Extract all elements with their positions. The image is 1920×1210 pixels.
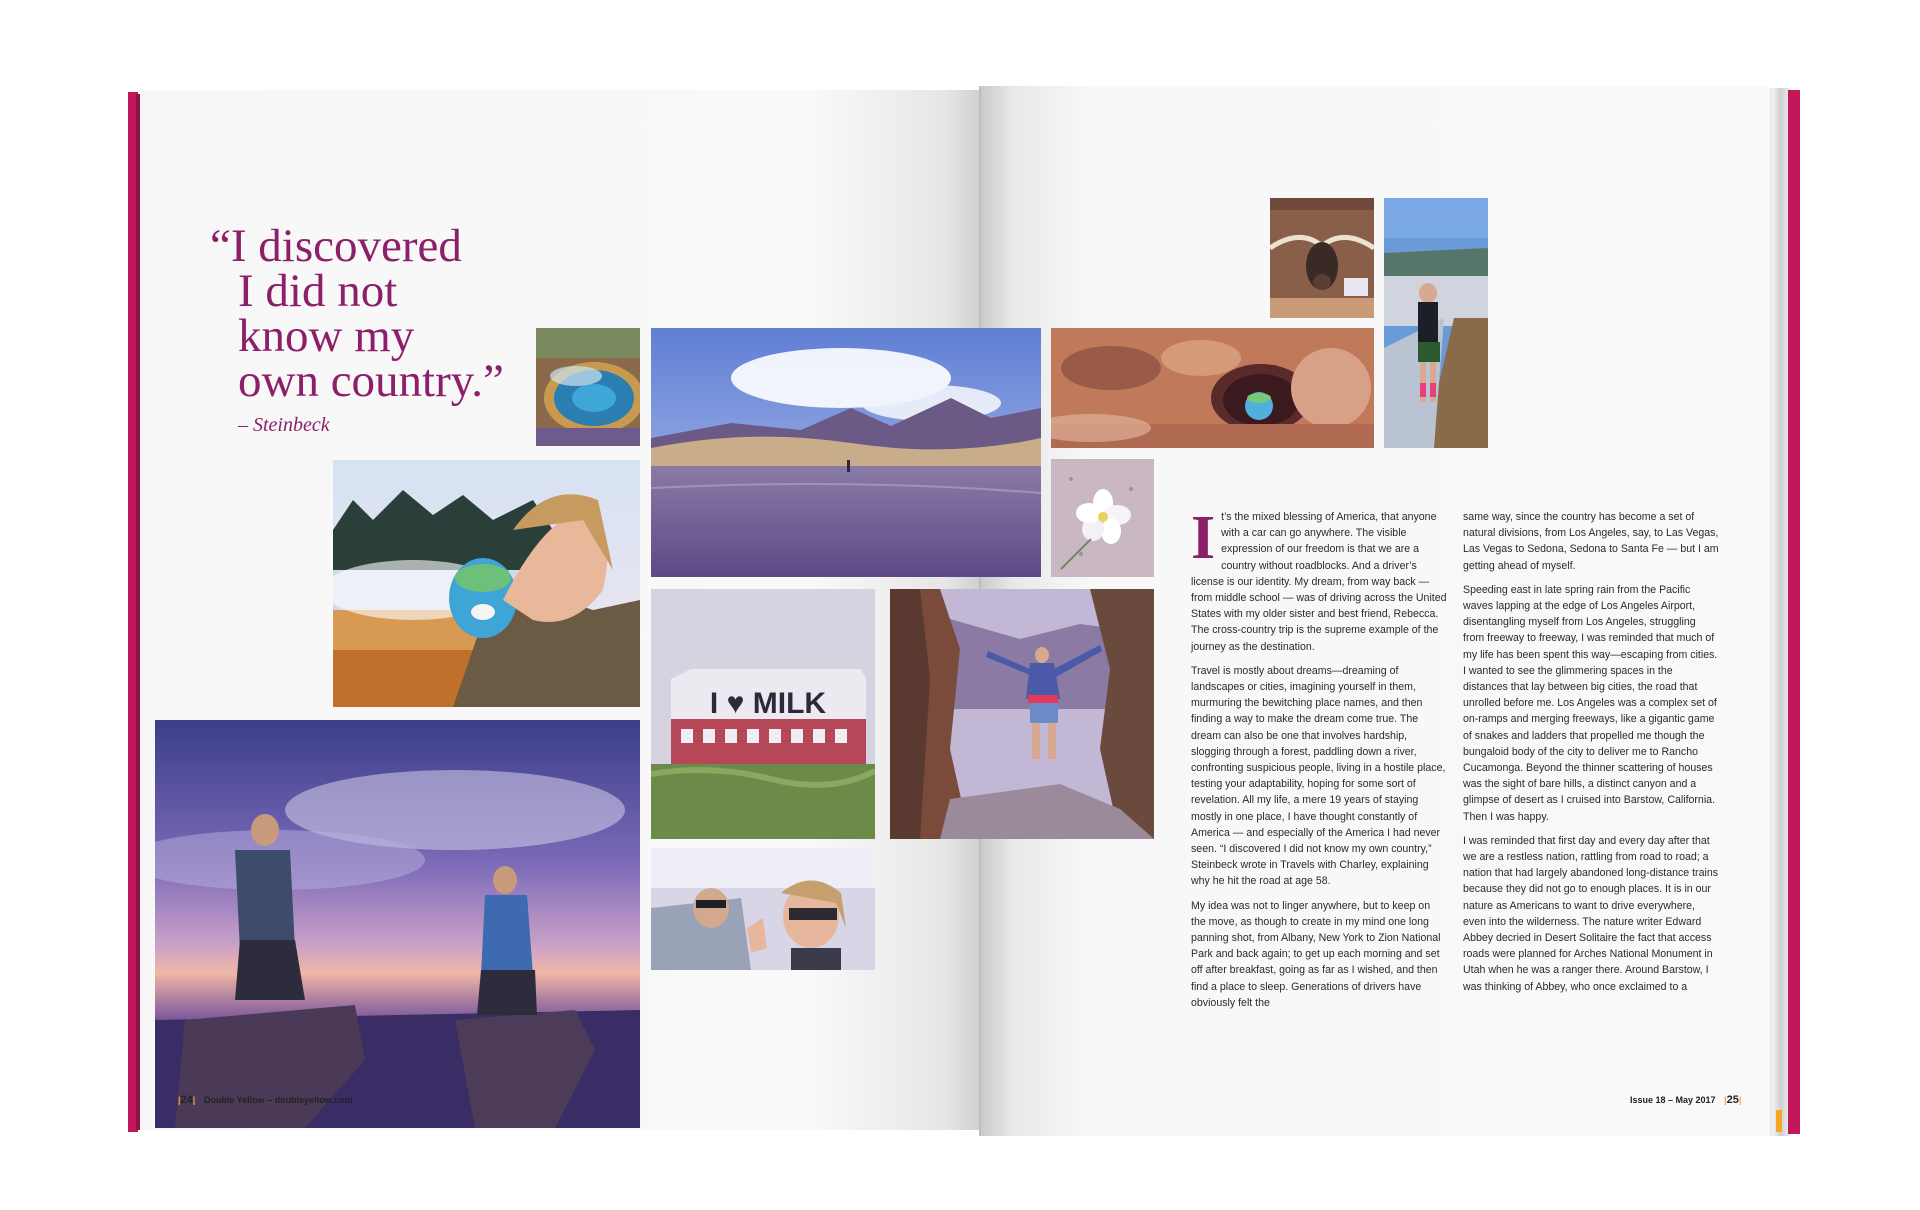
quote-line: I did not xyxy=(238,265,398,317)
folio-right xyxy=(1630,1094,1741,1106)
folio-right-text: Issue 18 – May 2017 xyxy=(1630,1095,1716,1105)
article-column-1 xyxy=(1191,504,1447,1019)
paragraph: t’s the mixed blessing of America, that anyone with a car can go anywhere. The visible expression of our freedom is that we are a country without roadblocks. And a driver’s license is our identity. My dream, from way back — from middle school — was of driving across the United States with my older sister and best friend, Rebecca. The cross-country trip is the supreme example of the journey as the destination. xyxy=(1191,511,1447,653)
quote-line: know my xyxy=(238,310,415,362)
folio-left xyxy=(178,1094,352,1106)
boardwalk-photographer-photo xyxy=(1384,198,1488,448)
desert-flower-photo xyxy=(1051,459,1154,577)
paragraph: same way, since the country has become a set of natural divisions, from Los Angeles, say, to Las Vegas, Las Vegas to Sedona, Sedona to Santa Fe — but I am getting ahead of myself. xyxy=(1463,511,1719,572)
page-edge-accent xyxy=(1776,1110,1782,1132)
paragraph: Travel is mostly about dreams—dreaming of landscapes or cities, imagining yourself in them, murmuring the bewitching place names, and then finding a way to make the dream come true. The dream can also be one that involves hardship, slogging through a forest, paddling down a river, confronting suspicious people, living in a hostile place, testing your adaptability, hoping for some sort of revelation. All my life, a mere 19 years of staying mostly in one place, I have thought constantly of America — and especially of the America I had never seen. “I discovered I did not know my own country,” Steinbeck wrote in Travels with Charley, explaining why he hit the road at age 58. xyxy=(1191,664,1446,888)
page-number-right: 25 xyxy=(1726,1094,1739,1106)
sunset-rocks-photo xyxy=(155,720,640,1128)
piggy-bank-kiss-photo xyxy=(333,460,640,707)
quote-line: own country.” xyxy=(238,355,504,407)
canyon-cliff-photo xyxy=(890,589,1154,839)
rock-cave-piggy-photo xyxy=(1051,328,1374,448)
article-column-2 xyxy=(1463,509,1719,1003)
quote-attribution: – Steinbeck xyxy=(238,414,330,436)
page-number-left: 24 xyxy=(180,1094,193,1106)
folio-bar: | xyxy=(178,1095,181,1105)
paragraph: My idea was not to linger anywhere, but to keep on the move, as though to create in my mind one long panning shot, from Albany, New York to Zion National Park and back again; to get up each morning and set off after breakfast, going as far as I wished, and then find a place to sleep. Generations of drivers have obviously felt the xyxy=(1191,899,1441,1009)
folio-left-text: Double Yellow – doubleyellow.com xyxy=(203,1095,353,1105)
paragraph: I was reminded that first day and every day after that we are a restless nation, rattling from road to road; a nation that had largely abandoned long-distance trains because they did not go to enough places. It is in our nature as Americans to want to drive everywhere, even into the wilderness. The nature writer Edward Abbey decried in Desert Solitaire the fact that access roads were planned for Arches National Monument in Utah when he was a ranger there. Around Barstow, I was thinking of Abbey, who once exclaimed to a xyxy=(1463,834,1719,993)
car-selfie-photo xyxy=(651,848,875,970)
pull-quote xyxy=(210,220,504,407)
sand-dunes-creek-photo xyxy=(651,328,1041,577)
page-edge-left-inner xyxy=(136,94,140,1130)
hot-spring-photo xyxy=(536,328,640,446)
folio-bar: | xyxy=(1738,1095,1742,1105)
milk-sign-text: I ♥ MILK xyxy=(709,687,827,720)
longhorn-mount-photo xyxy=(1270,198,1374,318)
page-edge-right xyxy=(1788,90,1800,1134)
folio-bar: | xyxy=(1724,1095,1727,1105)
milk-barn-photo xyxy=(651,589,875,839)
quote-line: “I discovered xyxy=(210,220,462,272)
folio-bar: | xyxy=(192,1095,196,1105)
paragraph: Speeding east in late spring rain from the Pacific waves lapping at the edge of Los Angeles Airport, disentangling myself from Los Angeles, struggling from freeway to freeway, I was reminded that much of my life has been spent this way—escaping from cities. I wanted to see the glimmering spaces in the distances that lay between big cities, the road that unrolled before me. Los Angeles was a complex set of on-ramps and merging freeways, like a gigantic game of snakes and ladders that propelled me though the bungaloid body of the city to deliver me to Rancho Cucamonga. Beyond the thinner scattering of houses was the sight of bare hills, a distinct canyon and a glimpse of desert as I cruised into Barstow, California. Then I was happy. xyxy=(1463,583,1718,823)
drop-cap: I xyxy=(1191,504,1216,572)
